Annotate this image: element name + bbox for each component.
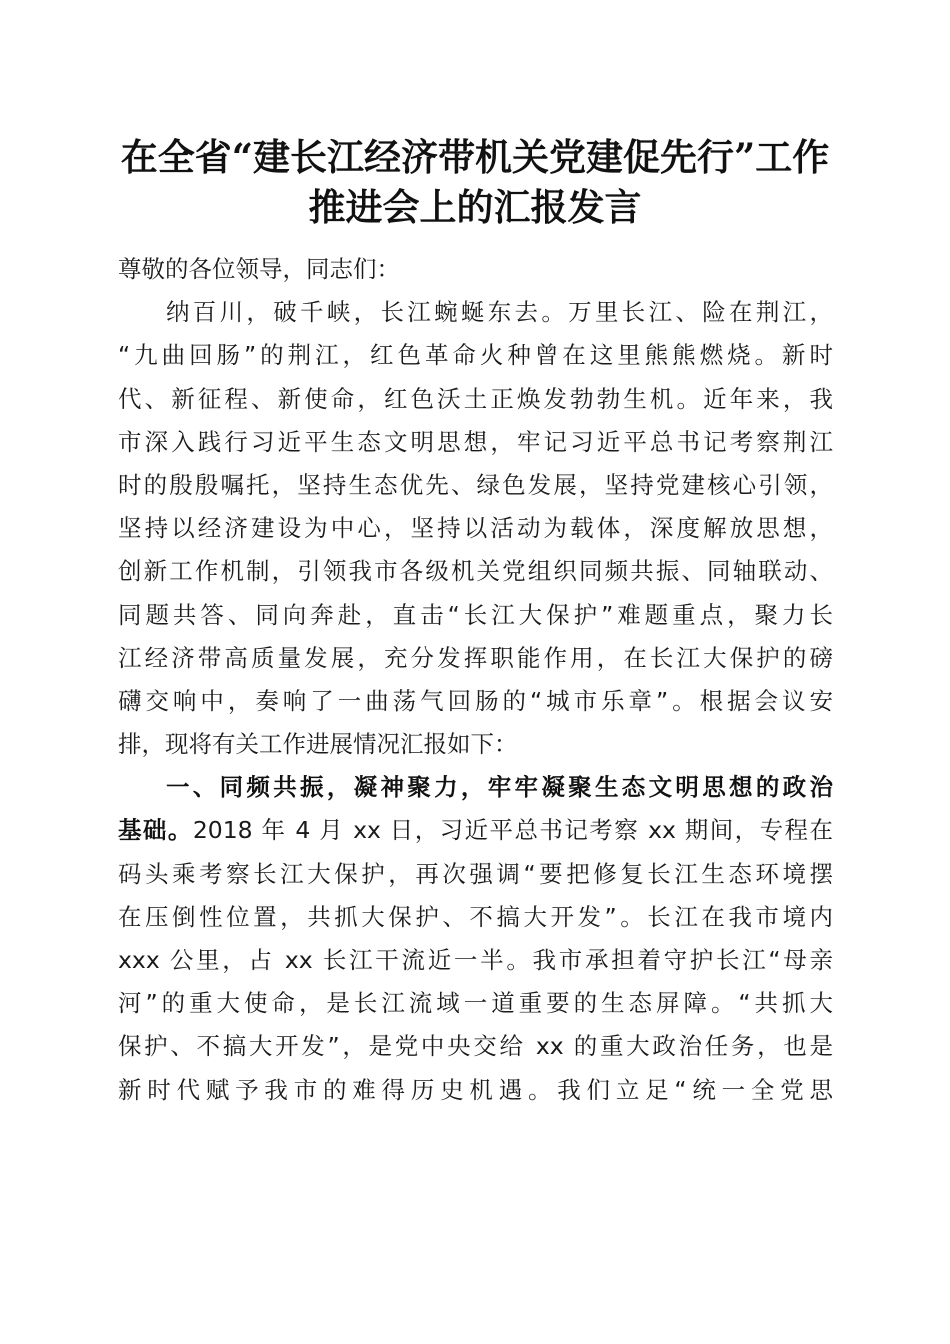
paragraph-line: 市深入践行习近平生态文明思想，牢记习近平总书记考察荆江 bbox=[118, 427, 833, 456]
document-body bbox=[118, 248, 833, 1112]
paragraph-line: 保护、不搞大开发”，是党中央交给 xx 的重大政治任务，也是 bbox=[118, 1032, 833, 1061]
paragraph-line: 河”的重大使命，是长江流域一道重要的生态屏障。“共抓大 bbox=[118, 989, 833, 1018]
paragraph-intro bbox=[118, 291, 833, 766]
section-1-heading-end: 基础。 bbox=[118, 816, 193, 845]
section-1 bbox=[118, 766, 833, 1112]
paragraph-line: “九曲回肠”的荆江，红色革命火种曾在这里熊熊燃烧。新时 bbox=[118, 341, 833, 370]
paragraph-line: 同题共答、同向奔赴，直击“长江大保护”难题重点，聚力长 bbox=[118, 600, 833, 629]
section-1-text: 2018 年 4 月 xx 日，习近平总书记考察 xx 期间，专程在 bbox=[192, 816, 833, 845]
paragraph-line: 在压倒性位置，共抓大保护、不搞大开发”。长江在我市境内 bbox=[118, 902, 833, 931]
paragraph-line: 江经济带高质量发展，充分发挥职能作用，在长江大保护的磅 bbox=[118, 643, 833, 672]
paragraph-line: 坚持以经济建设为中心，坚持以活动为载体，深度解放思想， bbox=[118, 514, 833, 543]
paragraph-line: 排，现将有关工作进展情况汇报如下： bbox=[118, 730, 518, 759]
paragraph-line: 纳百川，破千峡，长江蜿蜒东去。万里长江、险在荆江， bbox=[166, 298, 833, 327]
paragraph-line: 创新工作机制，引领我市各级机关党组织同频共振、同轴联动、 bbox=[118, 557, 833, 586]
title-line: 推进会上的汇报发言 bbox=[308, 185, 642, 229]
paragraph-line bbox=[118, 809, 833, 852]
salutation: 尊敬的各位领导，同志们： bbox=[118, 255, 400, 283]
paragraph-line: xxx 公里，占 xx 长江干流近一半。我市承担着守护长江“母亲 bbox=[118, 946, 833, 974]
title-line: 在全省“建长江经济带机关党建促先行”工作 bbox=[120, 135, 830, 179]
paragraph-line: 礴交响中，奏响了一曲荡气回肠的“城市乐章”。根据会议安 bbox=[118, 686, 833, 715]
paragraph-line: 代、新征程、新使命，红色沃土正焕发勃勃生机。近年来，我 bbox=[118, 384, 833, 413]
section-1-heading: 一、同频共振，凝神聚力，牢牢凝聚生态文明思想的政治 bbox=[166, 773, 833, 802]
paragraph-line: 码头乘考察长江大保护，再次强调“要把修复长江生态环境摆 bbox=[118, 859, 833, 888]
document-title bbox=[100, 132, 850, 232]
paragraph-line: 时的殷殷嘱托，坚持生态优先、绿色发展，坚持党建核心引领， bbox=[118, 470, 833, 499]
paragraph-line: 新时代赋予我市的难得历史机遇。我们立足“统一全党思 bbox=[118, 1075, 833, 1104]
